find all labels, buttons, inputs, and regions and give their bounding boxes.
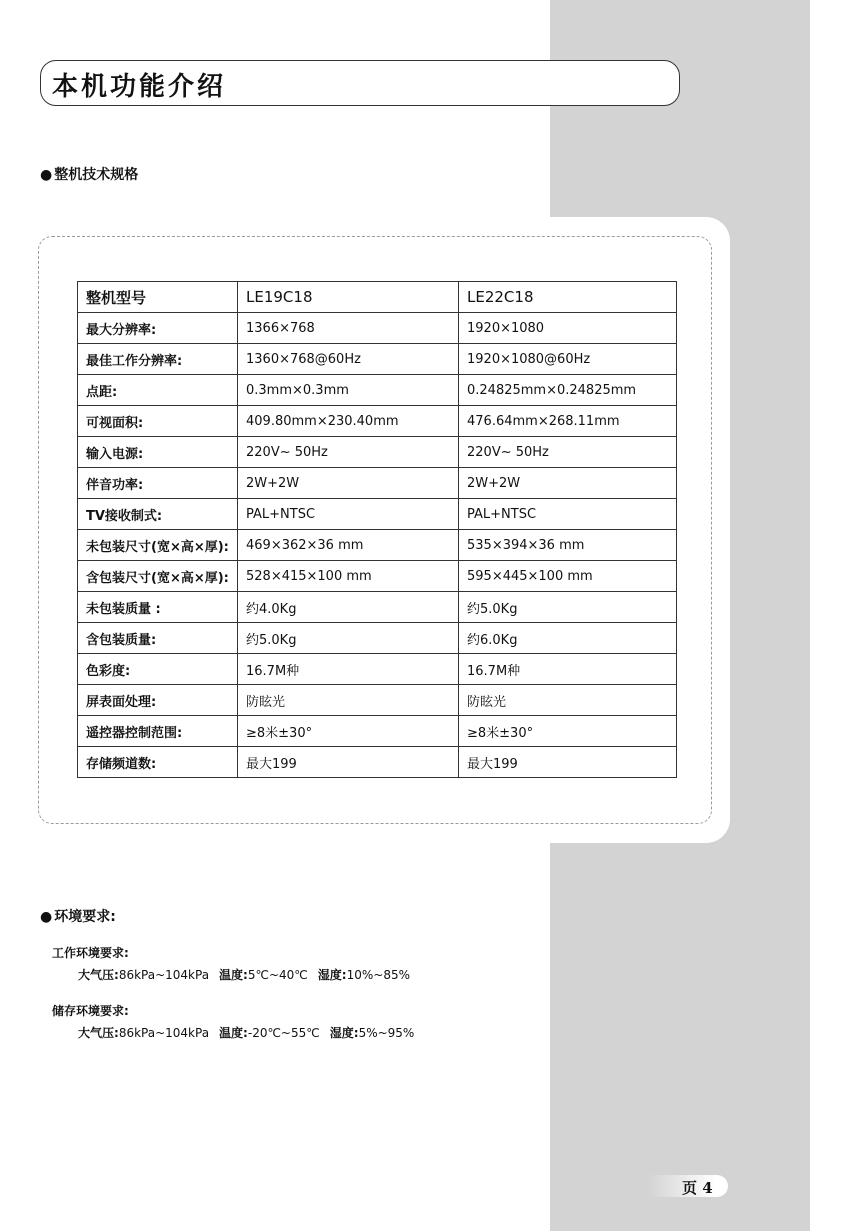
table-row (78, 468, 677, 499)
spec-le22c18-cell: 约6.0Kg (459, 623, 677, 654)
table-row (78, 375, 677, 406)
spec-label-cell: 存储频道数: (78, 747, 238, 778)
spec-label-cell: 色彩度: (78, 654, 238, 685)
spec-le19c18-cell: 防眩光 (238, 685, 459, 716)
temperature-value: -20℃~55℃ (247, 1026, 320, 1040)
table-row (78, 406, 677, 437)
spec-section-heading-text: 整机技术规格 (54, 167, 139, 183)
spec-section-heading (40, 164, 138, 184)
spec-le22c18-cell: PAL+NTSC (459, 499, 677, 530)
humidity-value: 5%~95% (358, 1026, 415, 1040)
table-row (78, 685, 677, 716)
page-title: 本机功能介绍 (52, 72, 227, 102)
spec-le22c18-cell: ≥8米±30° (459, 716, 677, 747)
spec-le19c18-cell: 469×362×36 mm (238, 530, 459, 561)
spec-le22c18-cell: 约5.0Kg (459, 592, 677, 623)
page-number: 页 4 (682, 1179, 713, 1197)
storage-env-line (78, 1024, 414, 1041)
table-row (78, 623, 677, 654)
table-row (78, 654, 677, 685)
spec-label-cell: 未包装尺寸(宽×高×厚): (78, 530, 238, 561)
spec-le19c18-cell: 最大199 (238, 747, 459, 778)
spec-le22c18-cell: 2W+2W (459, 468, 677, 499)
spec-le22c18-cell: 535×394×36 mm (459, 530, 677, 561)
spec-le19c18-cell: 约4.0Kg (238, 592, 459, 623)
spec-label-cell: 屏表面处理: (78, 685, 238, 716)
table-row (78, 313, 677, 344)
storage-env-title: 储存环境要求: (52, 1004, 129, 1018)
spec-le19c18-cell: 0.3mm×0.3mm (238, 375, 459, 406)
spec-le19c18-cell: 1366×768 (238, 313, 459, 344)
spec-label-cell: 含包装尺寸(宽×高×厚): (78, 561, 238, 592)
working-env-title: 工作环境要求: (52, 946, 129, 960)
pressure-label: 大气压: (78, 968, 119, 982)
spec-le22c18-cell: 1920×1080 (459, 313, 677, 344)
table-row (78, 344, 677, 375)
spec-le22c18-cell: 220V~ 50Hz (459, 437, 677, 468)
pressure-value: 86kPa~104kPa (118, 1026, 210, 1040)
humidity-value: 10%~85% (346, 968, 410, 982)
spec-le19c18-cell: 528×415×100 mm (238, 561, 459, 592)
spec-le19c18-cell: 16.7M种 (238, 654, 459, 685)
spec-le19c18-cell: 409.80mm×230.40mm (238, 406, 459, 437)
spec-label-cell: 最大分辨率: (78, 313, 238, 344)
working-env-line (78, 966, 410, 983)
spec-le22c18-cell: 防眩光 (459, 685, 677, 716)
bullet-icon: ● (40, 909, 53, 925)
spec-le19c18-cell: 约5.0Kg (238, 623, 459, 654)
spec-le19c18-cell: PAL+NTSC (238, 499, 459, 530)
table-row (78, 747, 677, 778)
humidity-label: 湿度: (329, 1026, 359, 1040)
spec-le22c18-cell: 595×445×100 mm (459, 561, 677, 592)
spec-le19c18-cell: 1360×768@60Hz (238, 344, 459, 375)
spec-le19c18-cell: 2W+2W (238, 468, 459, 499)
table-row (78, 716, 677, 747)
spec-label-cell: 最佳工作分辨率: (78, 344, 238, 375)
spec-le22c18-cell: 0.24825mm×0.24825mm (459, 375, 677, 406)
bullet-icon: ● (40, 167, 53, 183)
temperature-value: 5℃~40℃ (247, 968, 308, 982)
spec-label-cell: 点距: (78, 375, 238, 406)
spec-table (77, 281, 677, 778)
table-row (78, 592, 677, 623)
spec-le22c18-cell: 1920×1080@60Hz (459, 344, 677, 375)
spec-le22c18-cell: 最大199 (459, 747, 677, 778)
spec-label-cell: 遥控器控制范围: (78, 716, 238, 747)
spec-label-cell: 输入电源: (78, 437, 238, 468)
spec-label-cell: 未包装质量 : (78, 592, 238, 623)
table-header-row (78, 282, 677, 313)
spec-label-cell: TV接收制式: (78, 499, 238, 530)
spec-le19c18-cell: ≥8米±30° (238, 716, 459, 747)
table-header-cell: LE19C18 (238, 282, 459, 313)
table-header-cell: 整机型号 (78, 282, 238, 313)
spec-label-cell: 含包装质量: (78, 623, 238, 654)
humidity-label: 湿度: (317, 968, 347, 982)
spec-le22c18-cell: 16.7M种 (459, 654, 677, 685)
pressure-value: 86kPa~104kPa (118, 968, 210, 982)
table-row (78, 561, 677, 592)
env-section-heading (40, 906, 116, 926)
table-header-cell: LE22C18 (459, 282, 677, 313)
table-row (78, 437, 677, 468)
table-row (78, 499, 677, 530)
spec-le22c18-cell: 476.64mm×268.11mm (459, 406, 677, 437)
table-row (78, 530, 677, 561)
spec-le19c18-cell: 220V~ 50Hz (238, 437, 459, 468)
spec-label-cell: 伴音功率: (78, 468, 238, 499)
spec-label-cell: 可视面积: (78, 406, 238, 437)
temperature-label: 温度: (219, 968, 248, 982)
temperature-label: 温度: (219, 1026, 248, 1040)
env-section-heading-text: 环境要求: (54, 909, 116, 925)
pressure-label: 大气压: (78, 1026, 119, 1040)
